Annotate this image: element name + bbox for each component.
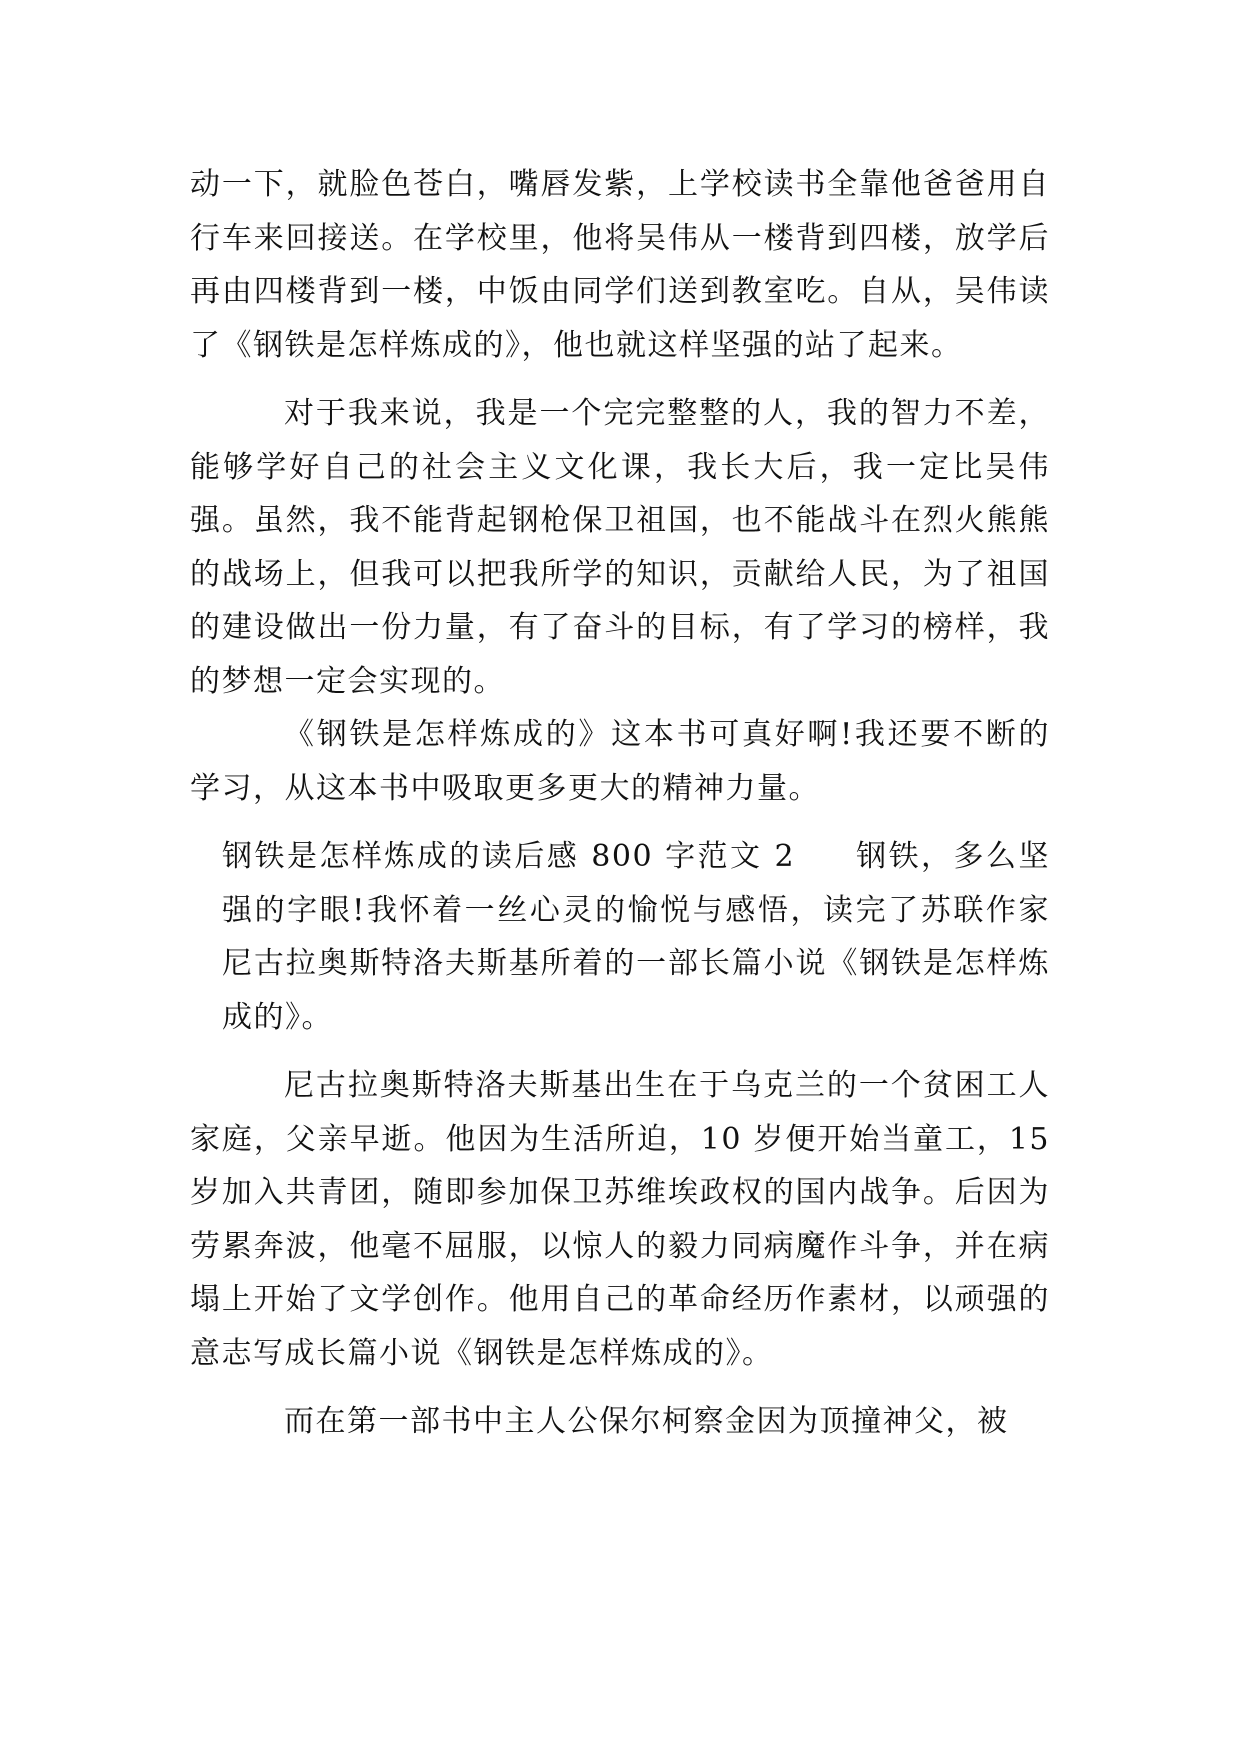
paragraph-4: 尼古拉奥斯特洛夫斯基出生在于乌克兰的一个贫困工人家庭，父亲早逝。他因为生活所迫，10 岁便开始当童工，15 岁加入共青团，随即参加保卫苏维埃政权的国内战争。后因为劳累奔波，他毫不屈服，以惊人的毅力同病魔作斗争，并在病塌上开始了文学创作。他用自己的革命经历作素材，以顽强的意志写成长篇小说《钢铁是怎样炼成的》。: [190, 1068, 1050, 1371]
paragraph-2: 对于我来说，我是一个完完整整的人，我的智力不差，能够学好自己的社会主义文化课，我长大后，我一定比吴伟强。虽然，我不能背起钢枪保卫祖国，也不能战斗在烈火熊熊的战场上，但我可以把我所学的知识，贡献给人民，为了祖国的建设做出一份力量，有了奋斗的目标，有了学习的榜样，我的梦想一定会实现的。: [190, 396, 1050, 699]
document-page: [190, 158, 1050, 1449]
paragraph-3: 《钢铁是怎样炼成的》这本书可真好啊!我还要不断的学习，从这本书中吸取更多更大的精神力量。: [190, 717, 1050, 806]
paragraph-1: 动一下，就脸色苍白，嘴唇发紫，上学校读书全靠他爸爸用自行车来回接送。在学校里，他将吴伟从一楼背到四楼，放学后再由四楼背到一楼，中饭由同学们送到教室吃。自从，吴伟读了《钢铁是怎样炼成的》，他也就这样坚强的站了起来。: [190, 167, 1050, 363]
section-2-paragraph: [190, 830, 1050, 1044]
section-2-lead: 钢铁，多么坚强的字眼!我怀着一丝心灵的愉悦与感悟，读完了苏联作家尼古拉奥斯特洛夫斯基所着的一部长篇小说《钢铁是怎样炼成的》。: [222, 839, 1050, 1035]
paragraph-5: 而在第一部书中主人公保尔柯察金因为顶撞神父，被: [284, 1404, 1009, 1439]
section-2-heading: 钢铁是怎样炼成的读后感 800 字范文 2: [222, 839, 796, 874]
